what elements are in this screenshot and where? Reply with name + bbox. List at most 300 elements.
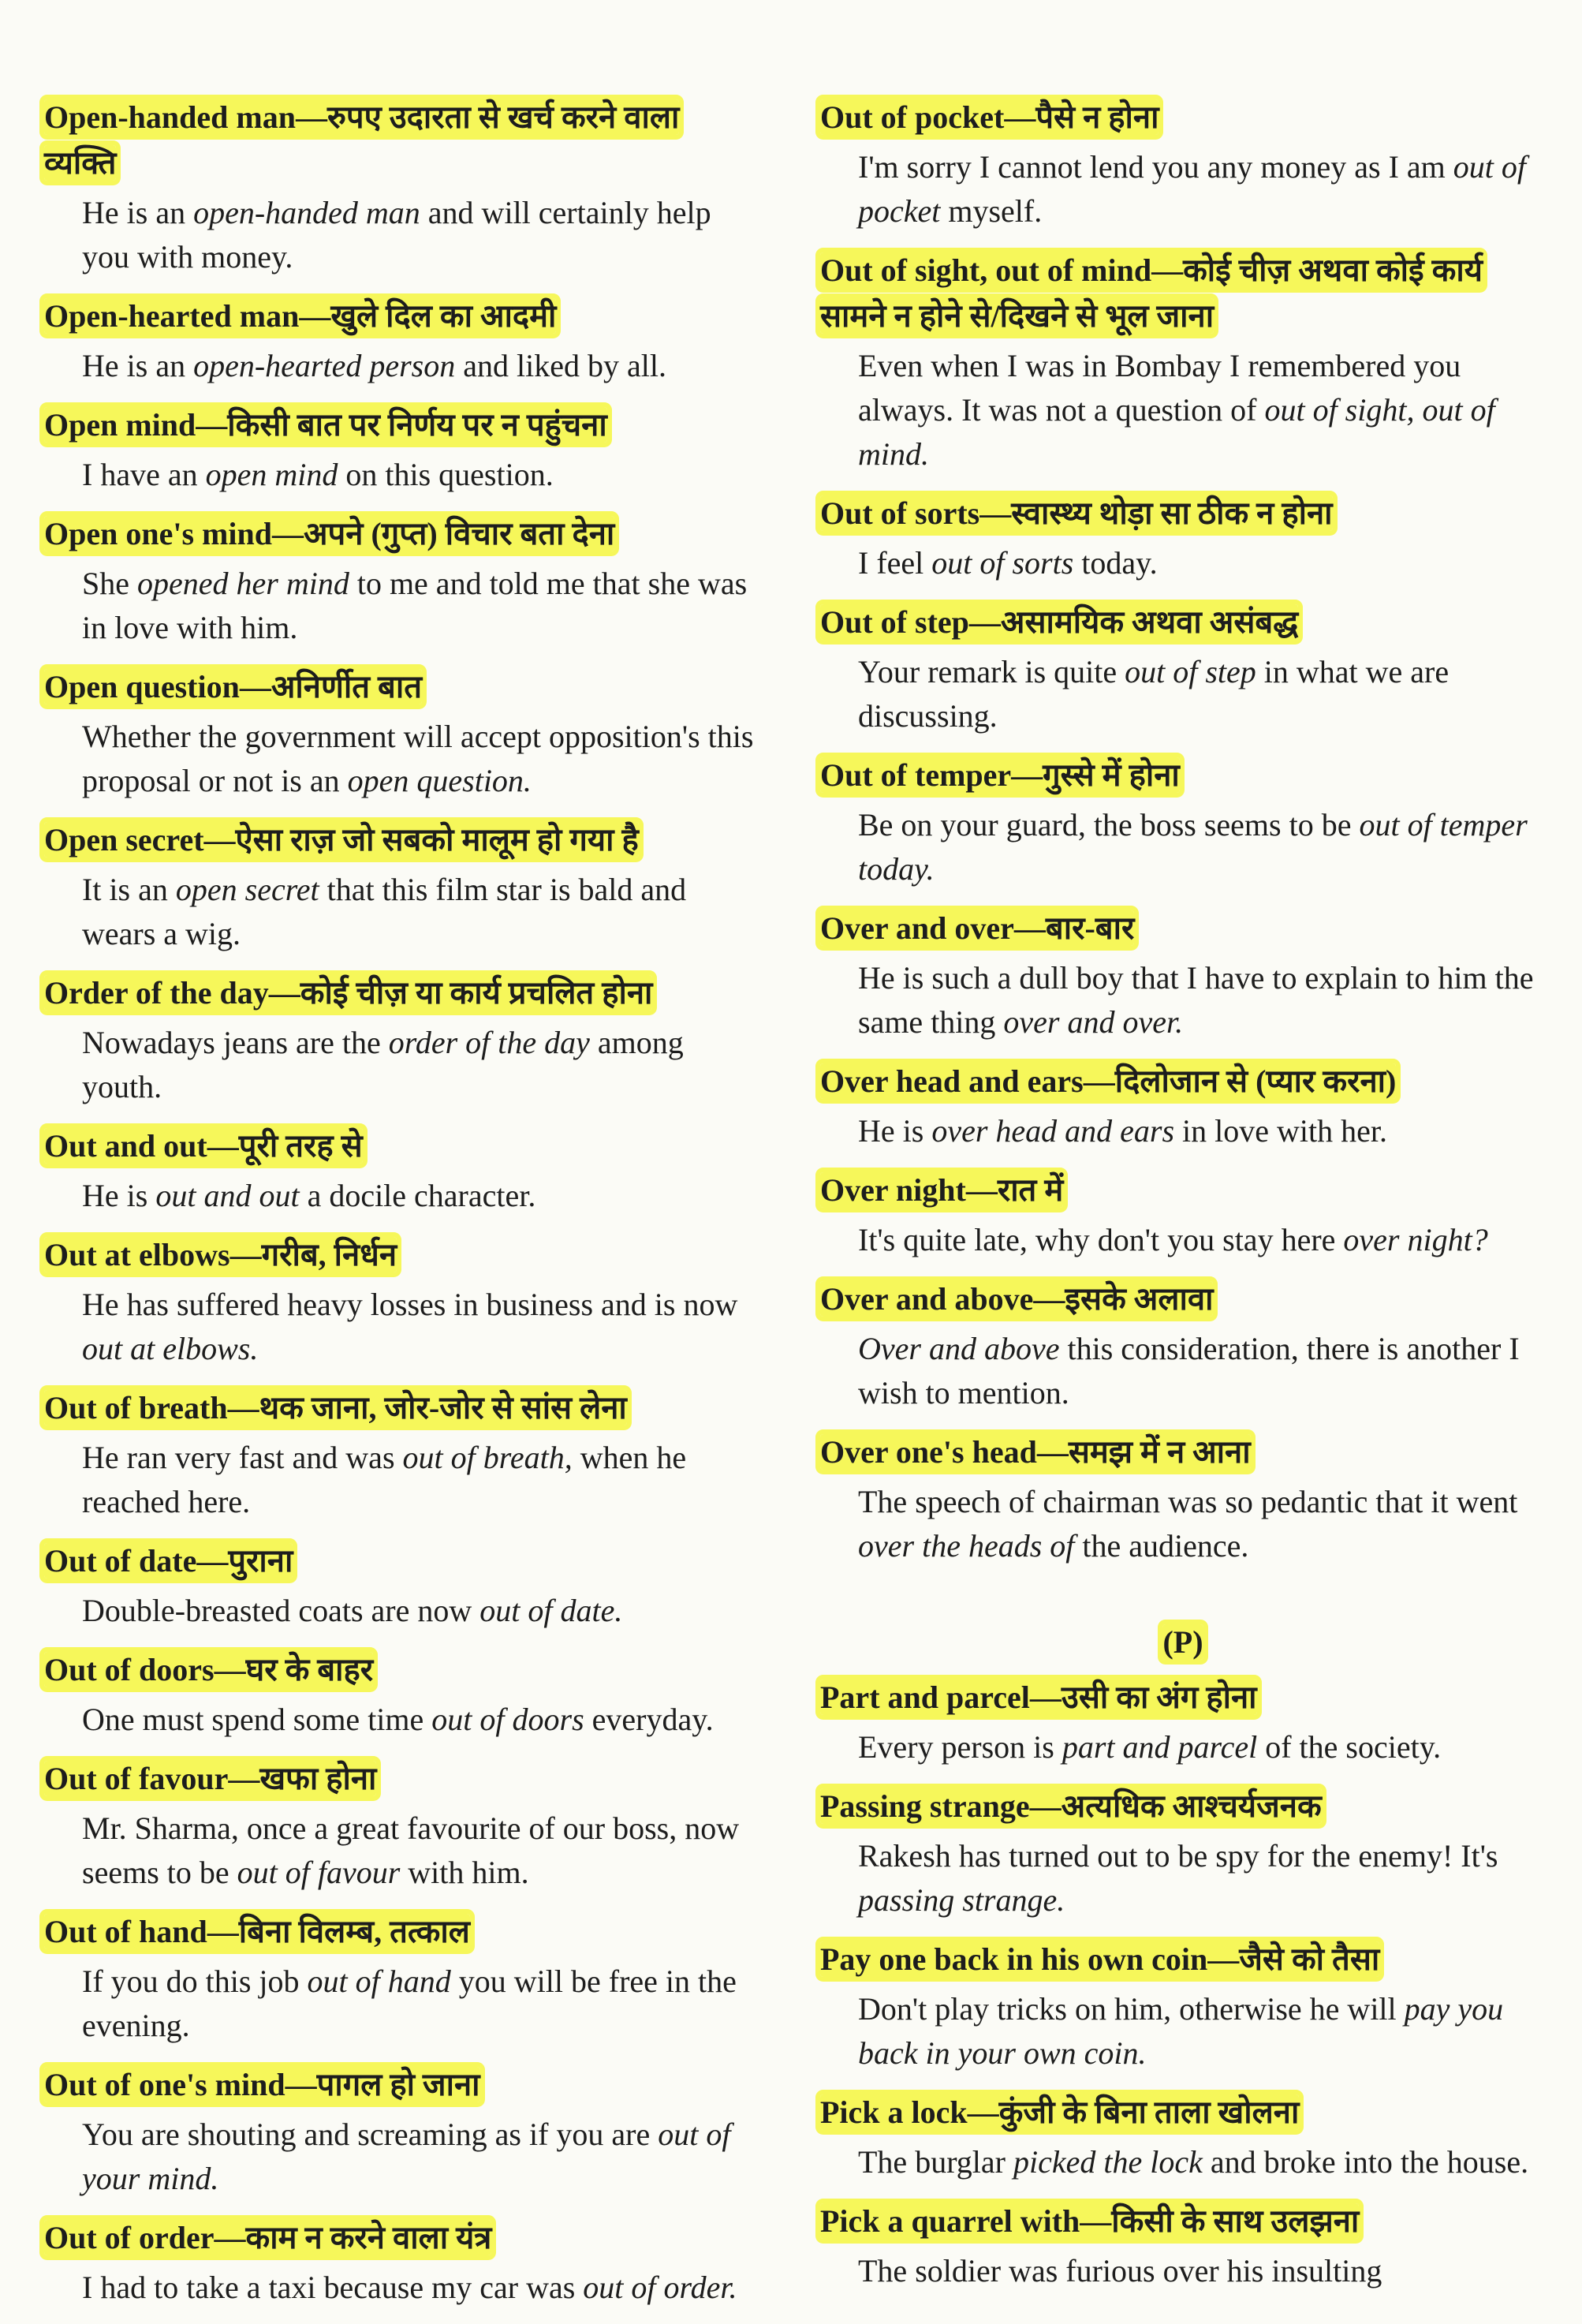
em-dash: — (196, 407, 228, 443)
idiom-entry (44, 1756, 754, 1895)
example-sentence (858, 344, 1546, 476)
example-idiom-italic: out of breath, (402, 1440, 573, 1475)
idiom-term: Out of breath (44, 1390, 228, 1425)
em-dash: — (1151, 252, 1184, 288)
idiom-heading-highlight (44, 407, 607, 443)
example-text: He is (82, 1178, 156, 1213)
idiom-meaning-hindi: अनिर्णीत बात (271, 669, 423, 704)
example-sentence (858, 2249, 1546, 2293)
example-sentence (82, 453, 754, 497)
example-text: I have an (82, 457, 206, 492)
example-idiom-italic: pay you back in your own coin. (858, 1991, 1504, 2071)
em-dash: — (271, 516, 304, 551)
idiom-heading (820, 1675, 1546, 1721)
em-dash: — (1080, 2203, 1112, 2239)
idiom-meaning-hindi: थक जाना, जोर-जोर से सांस लेना (259, 1390, 627, 1425)
idiom-entry (44, 817, 754, 956)
idiom-meaning-hindi: अपने (गुप्त) विचार बता देना (303, 516, 615, 551)
em-dash: — (196, 1543, 229, 1579)
idiom-entry (44, 511, 754, 650)
idiom-heading-highlight (44, 975, 652, 1011)
idiom-entry (44, 1123, 754, 1218)
idiom-heading (44, 293, 754, 339)
example-idiom-italic: order of the day (388, 1025, 590, 1060)
idiom-term: Open question (44, 669, 240, 704)
em-dash: — (1033, 1281, 1065, 1317)
example-text: He is an (82, 195, 194, 230)
idiom-term: Out of doors (44, 1652, 215, 1687)
em-dash: — (979, 495, 1012, 531)
example-text: Don't play tricks on him, otherwise he will (858, 1991, 1405, 2027)
idiom-term: Over night (820, 1172, 966, 1208)
idiom-heading-highlight (44, 1128, 363, 1164)
idiom-heading-highlight (44, 99, 679, 181)
example-text: on this question. (338, 457, 554, 492)
idiom-heading (820, 1168, 1546, 1213)
idiom-meaning-hindi: पुराना (228, 1543, 293, 1579)
idiom-meaning-hindi: पागल हो जाना (316, 2067, 480, 2102)
idiom-entry (820, 1276, 1546, 1415)
example-text: He is (858, 1113, 932, 1149)
idiom-entry (44, 1232, 754, 1371)
idiom-meaning-hindi: खुले दिल का आदमी (330, 298, 557, 334)
idiom-entry (44, 2215, 754, 2310)
idiom-heading (820, 1276, 1546, 1322)
idiom-heading-highlight (820, 252, 1483, 334)
idiom-entry (820, 1429, 1546, 1568)
example-sentence (82, 1589, 754, 1633)
idiom-heading-highlight (44, 822, 639, 857)
idiom-meaning-hindi: गरीब, निर्धन (261, 1237, 397, 1272)
idiom-meaning-hindi: किसी के साथ उलझना (1111, 2203, 1360, 2239)
idiom-heading (820, 753, 1546, 798)
idiom-heading (44, 1232, 754, 1278)
idiom-heading (820, 248, 1546, 339)
em-dash: — (1083, 1063, 1115, 1099)
idiom-term: Open-handed man (44, 99, 296, 135)
idiom-heading-highlight (44, 1390, 627, 1425)
example-idiom-italic: out of hand (307, 1963, 451, 1999)
example-idiom-italic: open-handed man (193, 195, 420, 230)
idiom-entry (820, 1937, 1546, 2076)
example-sentence (82, 1960, 754, 2048)
example-text: Mr. Sharma, once a great favourite of our boss, now seems to be (82, 1810, 740, 1890)
em-dash: — (1004, 99, 1036, 135)
idiom-heading (820, 2199, 1546, 2244)
example-idiom-italic: over the heads of (858, 1528, 1075, 1564)
idiom-entry (820, 1675, 1546, 1769)
idiom-meaning-hindi: असामयिक अथवा असंबद्ध (1000, 604, 1299, 640)
example-text: The speech of chairman was so pedantic that it went (858, 1484, 1518, 1519)
idiom-heading (820, 906, 1546, 951)
example-text: She (82, 566, 137, 601)
idiom-heading (44, 2215, 754, 2261)
idiom-entry (44, 970, 754, 1109)
example-text: It's quite late, why don't you stay here (858, 1222, 1344, 1257)
example-text: you will be free in the evening. (82, 1963, 737, 2043)
example-text: He is an (82, 348, 194, 383)
idiom-heading-highlight (44, 1237, 397, 1272)
example-text: the audience. (1074, 1528, 1249, 1564)
em-dash: — (965, 1172, 998, 1208)
section-heading (820, 1623, 1546, 1661)
section-letter: (P) (1162, 1624, 1203, 1660)
example-sentence (858, 803, 1546, 891)
example-sentence (82, 715, 754, 803)
idiom-entry (44, 1909, 754, 2048)
example-idiom-italic: open-hearted person (193, 348, 456, 383)
em-dash: — (285, 2067, 317, 2102)
example-text: I'm sorry I cannot lend you any money as I am (858, 149, 1453, 185)
example-text: One must spend some time (82, 1702, 432, 1737)
idiom-heading-highlight (44, 1543, 293, 1579)
example-sentence (858, 1987, 1546, 2076)
example-idiom-italic: out of step (1125, 654, 1256, 689)
example-idiom-italic: open mind (205, 457, 338, 492)
example-text: Every person is (858, 1729, 1062, 1765)
idiom-heading-highlight (44, 1914, 470, 1949)
idiom-entry (44, 664, 754, 803)
idiom-term: Pay one back in his own coin (820, 1941, 1208, 1977)
example-text: a docile character. (299, 1178, 536, 1213)
left-column (44, 95, 754, 2324)
idiom-heading (44, 970, 754, 1016)
idiom-meaning-hindi: ऐसा राज़ जो सबको मालूम हो गया है (235, 822, 639, 857)
example-idiom-italic: Over and above (858, 1331, 1060, 1366)
idiom-heading-highlight (820, 2094, 1299, 2130)
example-text: today. (1073, 545, 1158, 581)
example-sentence (858, 541, 1546, 585)
example-text: in what we are discussing. (858, 654, 1450, 734)
em-dash: — (967, 2094, 999, 2130)
idiom-meaning-hindi: स्वास्थ्य थोड़ा सा ठीक न होना (1011, 495, 1333, 531)
idiom-term: Open secret (44, 822, 204, 857)
idiom-heading-highlight (820, 1788, 1322, 1824)
idiom-meaning-hindi: कुंजी के बिना ताला खोलना (998, 2094, 1300, 2130)
idiom-meaning-hindi: रुपए उदारता से खर्च करने वाला व्यक्ति (44, 99, 680, 181)
example-sentence (82, 191, 754, 279)
idiom-meaning-hindi: समझ में न आना (1068, 1434, 1251, 1470)
idiom-heading (820, 600, 1546, 645)
idiom-term: Open-hearted man (44, 298, 300, 334)
example-sentence (858, 1327, 1546, 1415)
idiom-entry (820, 2090, 1546, 2184)
example-text: Whether the government will accept opposition's this proposal or not is an (82, 719, 754, 798)
idiom-heading-highlight (44, 298, 556, 334)
idiom-heading-highlight (820, 1172, 1063, 1208)
em-dash: — (207, 1914, 239, 1949)
example-idiom-italic: out of sight, out of mind. (858, 392, 1495, 472)
example-sentence (82, 1807, 754, 1895)
idiom-term: Out and out (44, 1128, 207, 1164)
idiom-entry (44, 1538, 754, 1633)
idiom-term: Open one's mind (44, 516, 272, 551)
em-dash: — (1029, 1679, 1062, 1715)
idiom-entry (820, 600, 1546, 738)
idiom-term: Open mind (44, 407, 196, 443)
idiom-meaning-hindi: काम न करने वाला यंत्र (245, 2220, 492, 2255)
em-dash: — (207, 1128, 239, 1164)
idiom-entry (44, 293, 754, 388)
idiom-meaning-hindi: किसी बात पर निर्णय पर न पहुंचना (227, 407, 607, 443)
idiom-heading-highlight (820, 1281, 1213, 1317)
idiom-entry (44, 402, 754, 497)
idiom-entry (820, 1168, 1546, 1262)
idiom-heading (44, 1385, 754, 1431)
idiom-term: Out of date (44, 1543, 197, 1579)
idiom-entry (820, 248, 1546, 476)
example-text: The soldier was furious over his insulting (858, 2253, 1382, 2289)
idiom-heading (820, 1429, 1546, 1475)
example-text: I had to take a taxi because my car was (82, 2270, 584, 2305)
idiom-meaning-hindi: बार-बार (1045, 910, 1135, 946)
example-text: I feel (858, 545, 932, 581)
idiom-heading (44, 1538, 754, 1584)
example-sentence (82, 1436, 754, 1524)
example-text: to me and told me that she was in love with him. (82, 566, 748, 645)
example-idiom-italic: out and out (155, 1178, 300, 1213)
example-text: everyday. (584, 1702, 714, 1737)
example-idiom-italic: out of date. (479, 1593, 623, 1628)
idiom-term: Out of sorts (820, 495, 980, 531)
example-text: You are shouting and screaming as if you are (82, 2117, 659, 2152)
example-idiom-italic: over and over. (1003, 1004, 1184, 1040)
idiom-heading-highlight (44, 2067, 480, 2102)
em-dash: — (295, 99, 327, 135)
idiom-entry (820, 1784, 1546, 1922)
example-text: and broke into the house. (1202, 2144, 1529, 2180)
idiom-heading-highlight (44, 2220, 491, 2255)
example-text: Double-breasted coats are now (82, 1593, 480, 1628)
example-text: Rakesh has turned out to be spy for the enemy! It's (858, 1838, 1498, 1874)
idiom-term: Out of favour (44, 1761, 229, 1796)
idiom-entry (820, 1059, 1546, 1153)
idiom-term: Out of step (820, 604, 969, 640)
example-idiom-italic: over head and ears (931, 1113, 1175, 1149)
idiom-entry (44, 95, 754, 279)
idiom-term: Over and over (820, 910, 1014, 946)
right-column (820, 95, 1546, 2307)
example-idiom-italic: out of sorts (931, 545, 1074, 581)
idiom-term: Over head and ears (820, 1063, 1084, 1099)
idiom-heading-highlight (820, 1063, 1396, 1099)
example-text: Nowadays jeans are the (82, 1025, 389, 1060)
idiom-heading (820, 2090, 1546, 2135)
example-text: He has suffered heavy losses in business and is now (82, 1287, 738, 1322)
example-idiom-italic: open question. (347, 763, 532, 798)
example-idiom-italic: out of temper today. (858, 807, 1528, 887)
idiom-heading-highlight (44, 1652, 373, 1687)
example-text: when he reached here. (82, 1440, 687, 1519)
idiom-heading-highlight (820, 1941, 1379, 1977)
example-text: It is an (82, 872, 176, 907)
idiom-heading-highlight (820, 604, 1298, 640)
em-dash: — (214, 2220, 246, 2255)
idiom-heading (44, 1123, 754, 1169)
idiom-term: Out of sight, out of mind (820, 252, 1152, 288)
idiom-meaning-hindi: खफा होना (259, 1761, 377, 1796)
idiom-heading (820, 1059, 1546, 1104)
example-text: this consideration, there is another I wish to mention. (858, 1331, 1520, 1410)
idiom-heading (820, 491, 1546, 536)
em-dash: — (968, 604, 1001, 640)
idiom-term: Out of one's mind (44, 2067, 285, 2102)
example-text: among youth. (82, 1025, 684, 1104)
idiom-term: Out of hand (44, 1914, 207, 1949)
idiom-heading-highlight (820, 2203, 1359, 2239)
example-text: and liked by all. (455, 348, 666, 383)
idiom-meaning-hindi: घर के बाहर (245, 1652, 374, 1687)
example-idiom-italic: over night? (1343, 1222, 1488, 1257)
idiom-term: Pick a quarrel with (820, 2203, 1080, 2239)
example-text: He is such a dull boy that I have to explain to him the same thing (858, 960, 1534, 1040)
example-sentence (858, 1109, 1546, 1153)
idiom-meaning-hindi: उसी का अंग होना (1061, 1679, 1257, 1715)
idiom-heading (44, 95, 754, 186)
idiom-meaning-hindi: पैसे न होना (1035, 99, 1159, 135)
example-text: If you do this job (82, 1963, 308, 1999)
example-text: He ran very fast and was (82, 1440, 403, 1475)
idiom-entry (44, 1385, 754, 1524)
em-dash: — (268, 975, 300, 1011)
example-text: with him. (400, 1855, 529, 1890)
idiom-heading (820, 95, 1546, 140)
idiom-term: Over and above (820, 1281, 1034, 1317)
example-sentence (82, 344, 754, 388)
example-sentence (858, 1480, 1546, 1568)
example-sentence (82, 1283, 754, 1371)
example-sentence (858, 956, 1546, 1044)
example-sentence (82, 562, 754, 650)
example-text: of the society. (1257, 1729, 1442, 1765)
example-idiom-italic: out of order. (583, 2270, 737, 2305)
idiom-term: Over one's head (820, 1434, 1037, 1470)
example-idiom-italic: open secret (175, 872, 319, 907)
idiom-meaning-hindi: अत्यधिक आश्चर्यजनक (1061, 1788, 1322, 1824)
idiom-heading-highlight (820, 757, 1180, 793)
idiom-meaning-hindi: रात में (997, 1172, 1064, 1208)
example-sentence (82, 868, 754, 956)
em-dash: — (1029, 1788, 1062, 1824)
example-sentence (82, 1698, 754, 1742)
em-dash: — (1013, 910, 1046, 946)
example-idiom-italic: out of your mind. (82, 2117, 731, 2196)
idiom-term: Order of the day (44, 975, 269, 1011)
em-dash: — (1011, 757, 1043, 793)
example-sentence (82, 1021, 754, 1109)
idiom-heading-highlight (820, 495, 1333, 531)
example-sentence (858, 2140, 1546, 2184)
idiom-heading-highlight (820, 910, 1134, 946)
idiom-heading (44, 402, 754, 448)
idiom-heading (44, 2062, 754, 2108)
example-text: myself. (940, 193, 1043, 229)
idiom-meaning-hindi: कोई चीज़ अथवा कोई कार्य सामने न होने से/दिखने से भूल जाना (820, 252, 1483, 334)
idiom-entry (820, 491, 1546, 585)
idiom-heading-highlight (44, 1761, 376, 1796)
example-text: and will certainly help you with money. (82, 195, 711, 275)
example-text: Your remark is quite (858, 654, 1125, 689)
idiom-meaning-hindi: कोई चीज़ या कार्य प्रचलित होना (300, 975, 653, 1011)
idiom-heading (820, 1784, 1546, 1829)
idiom-heading-highlight (820, 1434, 1251, 1470)
idiom-entry (44, 2062, 754, 2201)
example-text: in love with her. (1174, 1113, 1388, 1149)
example-sentence (858, 650, 1546, 738)
idiom-meaning-hindi: पूरी तरह से (238, 1128, 363, 1164)
example-text: Be on your guard, the boss seems to be (858, 807, 1360, 843)
example-text: The burglar (858, 2144, 1013, 2180)
idiom-heading-highlight (44, 516, 614, 551)
idiom-meaning-hindi: गुस्से में होना (1043, 757, 1180, 793)
example-idiom-italic: out at elbows. (82, 1331, 259, 1366)
example-idiom-italic: out of favour (237, 1855, 401, 1890)
em-dash: — (1036, 1434, 1069, 1470)
idiom-entry (820, 753, 1546, 891)
example-sentence (82, 2266, 754, 2310)
idiom-meaning-hindi: बिना विलम्ब, तत्काल (238, 1914, 470, 1949)
idiom-term: Passing strange (820, 1788, 1030, 1824)
idiom-term: Out of pocket (820, 99, 1005, 135)
em-dash: — (299, 298, 331, 334)
idiom-meaning-hindi: इसके अलावा (1065, 1281, 1214, 1317)
example-idiom-italic: passing strange. (858, 1882, 1065, 1918)
idiom-term: Pick a lock (820, 2094, 968, 2130)
idiom-heading (44, 817, 754, 863)
example-sentence (858, 145, 1546, 234)
idiom-heading (820, 1937, 1546, 1982)
em-dash: — (203, 822, 236, 857)
example-sentence (858, 1834, 1546, 1922)
idiom-heading-highlight (820, 1679, 1257, 1715)
em-dash: — (228, 1761, 260, 1796)
example-text: Even when I was in Bombay I remembered you always. It was not a question of (858, 348, 1461, 428)
idiom-term: Part and parcel (820, 1679, 1030, 1715)
example-idiom-italic: picked the lock (1013, 2144, 1203, 2180)
idiom-heading (44, 511, 754, 557)
idiom-entry (820, 2199, 1546, 2293)
idiom-heading-highlight (44, 669, 422, 704)
example-text: that this film star is bald and wears a wig. (82, 872, 687, 951)
example-sentence (858, 1725, 1546, 1769)
em-dash: — (229, 1237, 262, 1272)
idiom-heading (44, 664, 754, 710)
example-sentence (82, 2113, 754, 2201)
example-idiom-italic: out of doors (431, 1702, 584, 1737)
idiom-heading (44, 1647, 754, 1693)
example-idiom-italic: out of pocket (858, 149, 1527, 229)
em-dash: — (227, 1390, 259, 1425)
idiom-term: Out of temper (820, 757, 1012, 793)
idiom-heading (44, 1756, 754, 1802)
idiom-entry (820, 95, 1546, 234)
idiom-meaning-hindi: जैसे को तैसा (1239, 1941, 1380, 1977)
example-sentence (82, 1174, 754, 1218)
idiom-term: Out at elbows (44, 1237, 230, 1272)
idiom-heading-highlight (820, 99, 1159, 135)
example-idiom-italic: part and parcel (1062, 1729, 1258, 1765)
em-dash: — (1207, 1941, 1240, 1977)
example-sentence (858, 1218, 1546, 1262)
em-dash: — (239, 669, 271, 704)
example-idiom-italic: opened her mind (137, 566, 349, 601)
em-dash: — (214, 1652, 246, 1687)
idiom-term: Out of order (44, 2220, 215, 2255)
idiom-heading (44, 1909, 754, 1955)
idiom-entry (820, 906, 1546, 1044)
idiom-meaning-hindi: दिलोजान से (प्यार करना) (1114, 1063, 1397, 1099)
idiom-entry (44, 1647, 754, 1742)
